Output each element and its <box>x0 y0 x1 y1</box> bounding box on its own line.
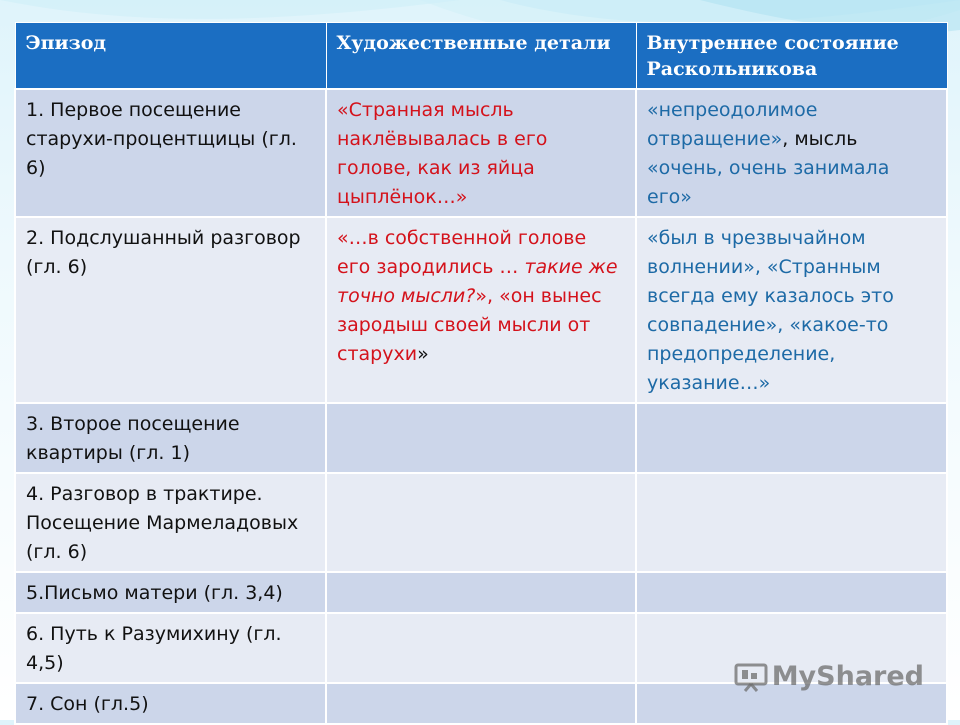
details-quote-italic: такие же точно мысли? <box>337 256 618 307</box>
details-text: » <box>417 343 429 365</box>
episodes-table <box>14 22 948 725</box>
details-quote: », «он вынес зародыш своей мысли от старухи <box>337 285 602 365</box>
details-quote: «Странная мысль наклёвывалась в его голове, как из яйца цыплёнок…» <box>337 99 548 208</box>
episode-cell: 4. Разговор в трактире. Посещение Мармеладовых (гл. 6) <box>15 473 326 572</box>
header-state: Внутреннее состояние Раскольникова <box>636 23 947 90</box>
details-cell <box>326 613 636 683</box>
table-row <box>15 217 947 403</box>
details-cell <box>326 217 636 403</box>
projector-screen-icon <box>734 662 768 692</box>
state-quote: «был в чрезвычайном волнении», «Странным всегда ему казалось это совпадение», «какое-то предопределение, указание…» <box>647 227 894 394</box>
details-cell <box>326 403 636 473</box>
table-header-row <box>15 23 947 90</box>
table-row <box>15 572 947 613</box>
episode-cell: 7. Сон (гл.5) <box>15 683 326 724</box>
state-text: , мысль <box>782 128 858 150</box>
state-cell <box>636 89 947 217</box>
details-quote: «…в собственной голове его зародились … <box>337 227 587 278</box>
header-episode: Эпизод <box>15 23 326 90</box>
table-row <box>15 89 947 217</box>
details-cell <box>326 572 636 613</box>
table-row <box>15 473 947 572</box>
state-cell <box>636 473 947 572</box>
state-cell <box>636 572 947 613</box>
details-cell <box>326 89 636 217</box>
table-row <box>15 403 947 473</box>
episode-cell: 5.Письмо матери (гл. 3,4) <box>15 572 326 613</box>
details-cell <box>326 683 636 724</box>
state-quote: «непреодолимое отвращение» <box>647 99 818 150</box>
episode-cell: 1. Первое посещение старухи-процентщицы (гл. 6) <box>15 89 326 217</box>
state-quote: «очень, очень занимала его» <box>647 157 890 208</box>
watermark-text: MyShared <box>771 661 924 692</box>
episode-cell: 6. Путь к Разумихину (гл. 4,5) <box>15 613 326 683</box>
header-details: Художественные детали <box>326 23 636 90</box>
state-cell <box>636 217 947 403</box>
details-cell <box>326 473 636 572</box>
episode-cell: 2. Подслушанный разговор (гл. 6) <box>15 217 326 403</box>
myshared-watermark <box>734 661 924 692</box>
episodes-table-container <box>14 22 946 725</box>
episode-cell: 3. Второе посещение квартиры (гл. 1) <box>15 403 326 473</box>
state-cell <box>636 403 947 473</box>
